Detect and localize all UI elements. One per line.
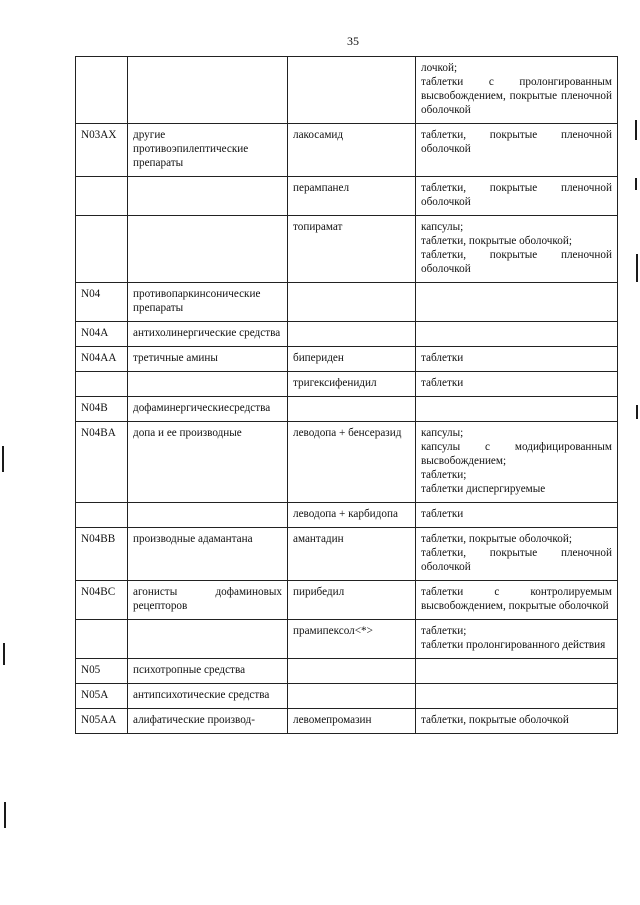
cell-substance: тригексифенидил <box>288 372 416 397</box>
cell-group: другие противоэпилептические препараты <box>128 124 288 177</box>
cell-code: N05AA <box>76 709 128 734</box>
cell-group: производные адамантана <box>128 528 288 581</box>
cell-code: N05 <box>76 659 128 684</box>
cell-forms <box>416 709 618 734</box>
table-row <box>76 347 618 372</box>
form-line: таблетки, покрытые пленочной оболочкой <box>421 129 612 155</box>
cell-code: N04BB <box>76 528 128 581</box>
cell-forms <box>416 216 618 283</box>
cell-code <box>76 372 128 397</box>
cell-code: N04AA <box>76 347 128 372</box>
scan-edge-mark <box>636 254 638 282</box>
cell-forms <box>416 659 618 684</box>
form-line: капсулы с модифицированным высвобождением; <box>421 441 612 467</box>
cell-group: психотропные средства <box>128 659 288 684</box>
cell-code <box>76 216 128 283</box>
cell-substance: бипериден <box>288 347 416 372</box>
cell-forms <box>416 322 618 347</box>
cell-code: N04BC <box>76 581 128 620</box>
cell-forms <box>416 422 618 503</box>
cell-substance <box>288 57 416 124</box>
cell-substance <box>288 322 416 347</box>
cell-forms <box>416 372 618 397</box>
cell-group: антипсихотические средства <box>128 684 288 709</box>
table-row <box>76 422 618 503</box>
form-line: таблетки, покрытые пленочной оболочкой <box>421 182 612 208</box>
cell-forms <box>416 124 618 177</box>
cell-code: N04 <box>76 283 128 322</box>
table-row <box>76 620 618 659</box>
table-row <box>76 322 618 347</box>
form-line: лочкой; <box>421 62 458 74</box>
cell-code <box>76 177 128 216</box>
cell-forms <box>416 177 618 216</box>
cell-group: алифатические производ- <box>128 709 288 734</box>
table-body <box>76 57 618 734</box>
drug-table <box>75 56 618 734</box>
cell-substance: амантадин <box>288 528 416 581</box>
table-row <box>76 177 618 216</box>
cell-group: дофаминергическиесредства <box>128 397 288 422</box>
table-row <box>76 216 618 283</box>
cell-forms <box>416 57 618 124</box>
form-line: таблетки; <box>421 625 467 637</box>
cell-code <box>76 620 128 659</box>
table-row <box>76 372 618 397</box>
form-line: таблетки <box>421 377 464 389</box>
scan-edge-mark <box>4 802 6 828</box>
form-line: таблетки, покрытые оболочкой; <box>421 235 572 247</box>
cell-code: N04A <box>76 322 128 347</box>
table-row <box>76 684 618 709</box>
table-row <box>76 57 618 124</box>
table-row <box>76 528 618 581</box>
table-row <box>76 659 618 684</box>
cell-group <box>128 177 288 216</box>
cell-group: агонисты дофаминовых рецепторов <box>128 581 288 620</box>
cell-code <box>76 57 128 124</box>
cell-forms <box>416 528 618 581</box>
cell-substance: левомепромазин <box>288 709 416 734</box>
scan-edge-mark <box>3 643 5 665</box>
cell-substance: леводопа + бенсеразид <box>288 422 416 503</box>
cell-substance: леводопа + карбидопа <box>288 503 416 528</box>
form-line: таблетки, покрытые пленочной оболочкой <box>421 547 612 573</box>
cell-substance: пирибедил <box>288 581 416 620</box>
cell-substance <box>288 659 416 684</box>
form-line: таблетки; <box>421 469 467 481</box>
cell-group <box>128 503 288 528</box>
form-line: таблетки диспергируемые <box>421 483 546 495</box>
cell-group <box>128 620 288 659</box>
form-line: таблетки пролонгированного действия <box>421 639 606 651</box>
cell-code: N04BA <box>76 422 128 503</box>
cell-forms <box>416 684 618 709</box>
cell-code: N03AX <box>76 124 128 177</box>
table-row <box>76 503 618 528</box>
form-line: таблетки с пролонгированным высвобождением, покрытые пленочной оболочкой <box>421 76 612 116</box>
form-line: капсулы; <box>421 427 464 439</box>
cell-substance: лакосамид <box>288 124 416 177</box>
cell-forms <box>416 620 618 659</box>
table-row <box>76 581 618 620</box>
cell-group: третичные амины <box>128 347 288 372</box>
cell-substance <box>288 397 416 422</box>
form-line: таблетки, покрытые оболочкой; <box>421 533 572 545</box>
cell-forms <box>416 283 618 322</box>
cell-group <box>128 372 288 397</box>
cell-substance: прамипексол<*> <box>288 620 416 659</box>
table-row <box>76 283 618 322</box>
cell-code <box>76 503 128 528</box>
cell-group <box>128 57 288 124</box>
cell-forms <box>416 581 618 620</box>
cell-forms <box>416 503 618 528</box>
cell-group: допа и ее производные <box>128 422 288 503</box>
page-number: 35 <box>347 34 359 48</box>
cell-substance: топирамат <box>288 216 416 283</box>
table-row <box>76 709 618 734</box>
cell-substance <box>288 283 416 322</box>
form-line: таблетки, покрытые пленочной оболочкой <box>421 249 612 275</box>
cell-group <box>128 216 288 283</box>
scan-edge-mark <box>635 120 637 140</box>
cell-code: N04B <box>76 397 128 422</box>
table-row <box>76 124 618 177</box>
cell-code: N05A <box>76 684 128 709</box>
cell-substance: перампанел <box>288 177 416 216</box>
form-line: таблетки <box>421 352 464 364</box>
table-row <box>76 397 618 422</box>
cell-forms <box>416 397 618 422</box>
cell-group: противопаркинсонические препараты <box>128 283 288 322</box>
scan-edge-mark <box>635 178 637 190</box>
form-line: капсулы; <box>421 221 464 233</box>
scan-edge-mark <box>636 405 638 419</box>
cell-group: антихолинергические средства <box>128 322 288 347</box>
scan-edge-mark <box>2 446 4 472</box>
cell-forms <box>416 347 618 372</box>
cell-substance <box>288 684 416 709</box>
form-line: таблетки с контролируемым высвобождением, покрытые оболочкой <box>421 586 612 612</box>
form-line: таблетки <box>421 508 464 520</box>
form-line: таблетки, покрытые оболочкой <box>421 714 569 726</box>
